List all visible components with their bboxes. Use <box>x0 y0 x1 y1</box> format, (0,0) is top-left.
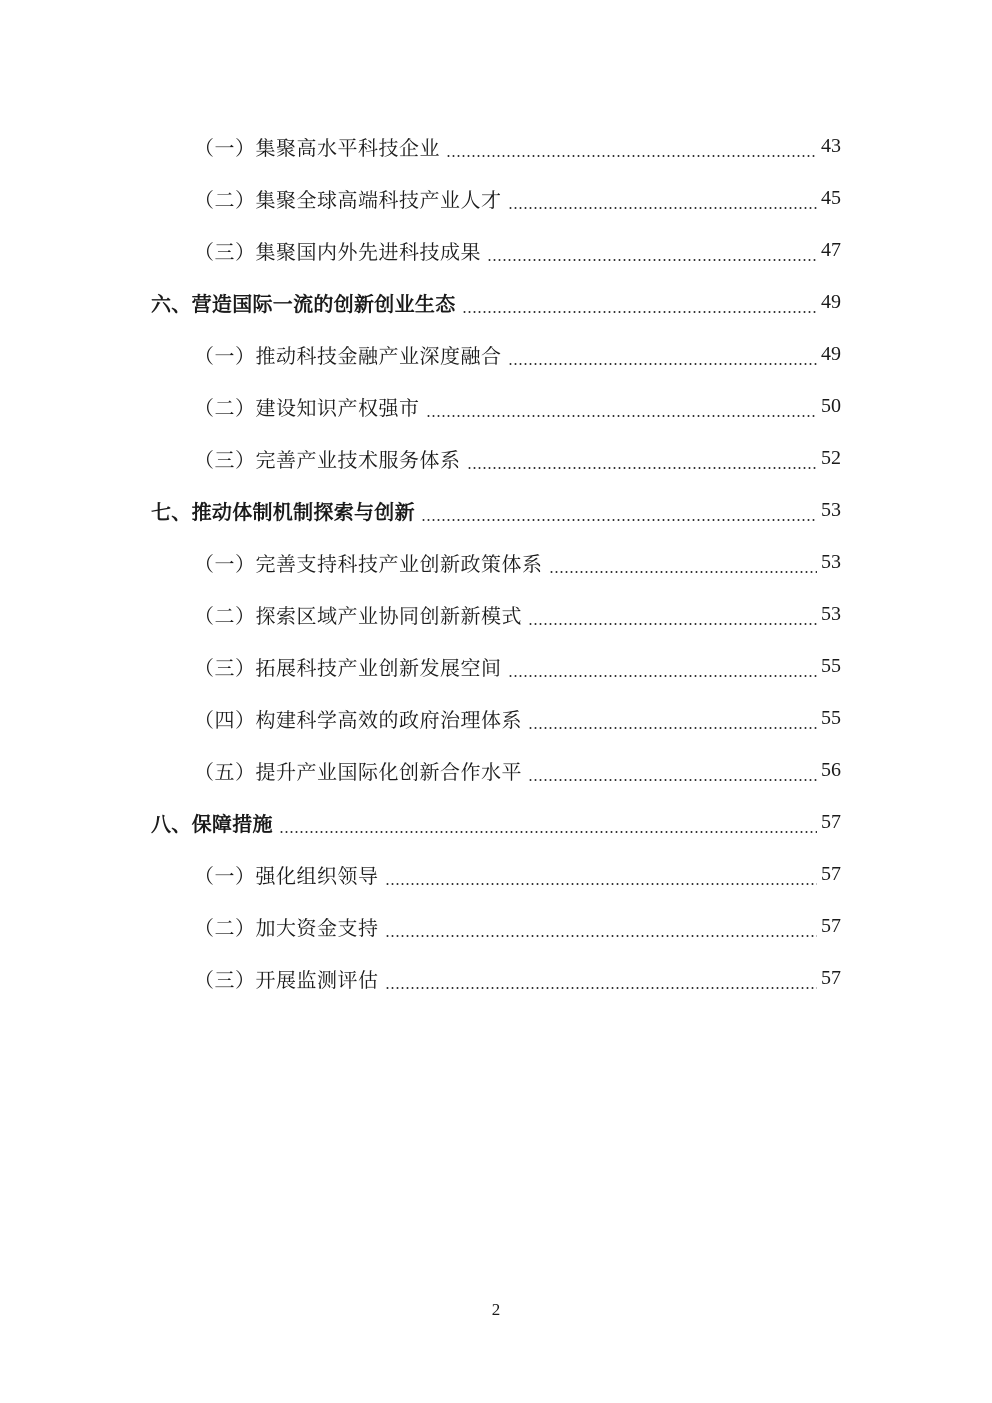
toc-dot-leader <box>508 346 818 366</box>
toc-entry-page: 57 <box>821 862 841 885</box>
toc-entry[interactable] <box>0 692 992 744</box>
toc-entry[interactable] <box>0 848 992 900</box>
toc-section-entry[interactable] <box>0 484 992 536</box>
toc-dot-leader <box>467 450 818 470</box>
toc-entry-title: （三）开展监测评估 <box>194 967 379 992</box>
toc-entry-title: （三）完善产业技术服务体系 <box>194 447 461 472</box>
toc-entry[interactable] <box>0 120 992 172</box>
toc-entry-title: 八、保障措施 <box>151 811 273 836</box>
toc-entry-page: 55 <box>821 706 841 729</box>
toc-dot-leader <box>421 502 817 522</box>
toc-section-entry[interactable] <box>0 796 992 848</box>
toc-entry-title: （二）建设知识产权强市 <box>194 395 420 420</box>
toc-entry-title: （三）集聚国内外先进科技成果 <box>194 239 481 264</box>
toc-dot-leader <box>508 190 818 210</box>
toc-entry-page: 57 <box>821 914 841 937</box>
toc-entry[interactable] <box>0 224 992 276</box>
toc-entry[interactable] <box>0 380 992 432</box>
toc-entry-page: 50 <box>821 394 841 417</box>
toc-entry[interactable] <box>0 328 992 380</box>
toc-entry[interactable] <box>0 640 992 692</box>
toc-entry-title: （二）集聚全球高端科技产业人才 <box>194 187 502 212</box>
toc-entry[interactable] <box>0 588 992 640</box>
toc-entry-page: 53 <box>821 498 841 521</box>
toc-entry-page: 57 <box>821 810 841 833</box>
toc-entry[interactable] <box>0 172 992 224</box>
toc-entry-title: （三）拓展科技产业创新发展空间 <box>194 655 502 680</box>
toc-entry-page: 55 <box>821 654 841 677</box>
toc-dot-leader <box>385 970 818 990</box>
toc-entry[interactable] <box>0 536 992 588</box>
toc-entry-title: （二）加大资金支持 <box>194 915 379 940</box>
table-of-contents <box>0 120 992 1004</box>
toc-dot-leader <box>487 242 817 262</box>
toc-entry-page: 56 <box>821 758 841 781</box>
toc-entry-title: （五）提升产业国际化创新合作水平 <box>194 759 522 784</box>
toc-entry-page: 45 <box>821 186 841 209</box>
toc-entry-page: 49 <box>821 342 841 365</box>
toc-dot-leader <box>508 658 818 678</box>
toc-entry-title: （一）集聚高水平科技企业 <box>194 135 440 160</box>
toc-entry-page: 57 <box>821 966 841 989</box>
toc-dot-leader <box>385 918 818 938</box>
toc-entry[interactable] <box>0 432 992 484</box>
toc-entry[interactable] <box>0 744 992 796</box>
toc-entry-page: 49 <box>821 290 841 313</box>
toc-entry-title: （一）完善支持科技产业创新政策体系 <box>194 551 543 576</box>
page-number: 2 <box>491 1300 501 1319</box>
toc-section-entry[interactable] <box>0 276 992 328</box>
toc-entry-title: （二）探索区域产业协同创新新模式 <box>194 603 522 628</box>
toc-entry[interactable] <box>0 952 992 1004</box>
toc-entry-title: （一）推动科技金融产业深度融合 <box>194 343 502 368</box>
toc-dot-leader <box>528 762 817 782</box>
toc-dot-leader <box>528 606 817 626</box>
toc-entry-page: 43 <box>821 134 841 157</box>
toc-entry-page: 47 <box>821 238 841 261</box>
toc-entry-title: 六、营造国际一流的创新创业生态 <box>151 291 456 316</box>
toc-dot-leader <box>462 294 818 314</box>
toc-entry-page: 53 <box>821 602 841 625</box>
toc-dot-leader <box>385 866 818 886</box>
toc-entry-page: 52 <box>821 446 841 469</box>
toc-dot-leader <box>279 814 817 834</box>
toc-entry[interactable] <box>0 900 992 952</box>
toc-entry-title: 七、推动体制机制探索与创新 <box>151 499 415 524</box>
toc-dot-leader <box>446 138 817 158</box>
toc-dot-leader <box>549 554 818 574</box>
toc-dot-leader <box>426 398 818 418</box>
toc-entry-title: （一）强化组织领导 <box>194 863 379 888</box>
toc-dot-leader <box>528 710 817 730</box>
toc-entry-title: （四）构建科学高效的政府治理体系 <box>194 707 522 732</box>
toc-entry-page: 53 <box>821 550 841 573</box>
